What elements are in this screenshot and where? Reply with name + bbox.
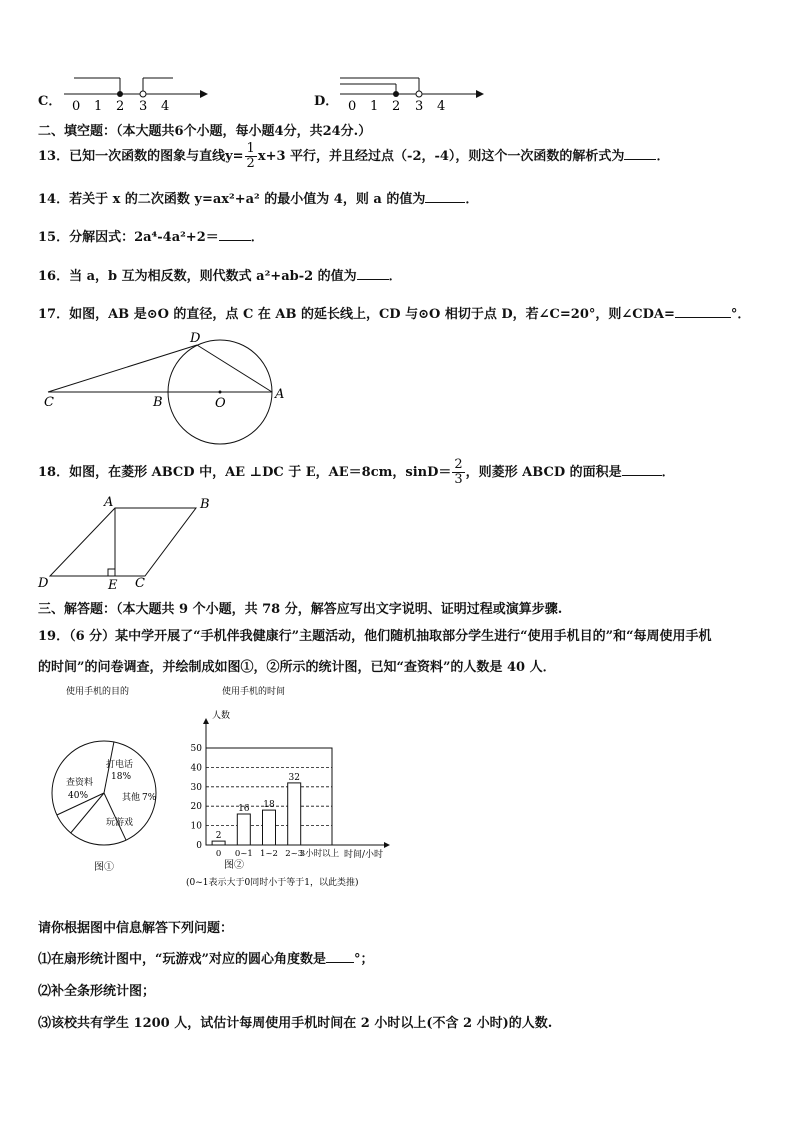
figure-18-rhombus (34, 494, 224, 594)
subquestion-1-blank[interactable] (326, 950, 354, 963)
subquestion-1 (38, 948, 373, 967)
pie-percent-打电话: 18% (111, 772, 132, 782)
pie-label-查资料: 查资料 (66, 778, 94, 788)
bar-caption: 图② (224, 860, 244, 871)
tick-label: 4 (437, 99, 446, 114)
q13-end: ． (656, 149, 670, 164)
tangent-cd (48, 345, 197, 392)
question-14 (38, 188, 478, 207)
tick-label: 1 (94, 99, 103, 114)
pie-label-打电话: 打电话 (106, 760, 134, 770)
label-c: C (44, 395, 54, 410)
x-axis-arrow (384, 842, 390, 848)
bar-0~1 (237, 814, 250, 845)
bar-1~2 (263, 810, 276, 845)
q13-fraction (245, 142, 257, 171)
label-e: E (108, 578, 118, 593)
q16-answer-blank[interactable] (357, 267, 389, 280)
x-tick-0~1: 0~1 (234, 849, 253, 859)
q13-answer-blank[interactable] (624, 147, 656, 160)
q15-answer-blank[interactable] (219, 228, 251, 241)
q16-text: 16．当 a，b 互为相反数，则代数式 a²+ab-2 的值为 (38, 269, 357, 284)
pie-label-其他: 其他 (122, 793, 141, 803)
q16-end: ． (388, 269, 402, 284)
pie-title: 使用手机的目的 (66, 687, 130, 697)
bar-value-label-2~3: 32 (288, 772, 300, 783)
q13-text-pre: 13．已知一次函数的图象与直线y= (38, 149, 244, 164)
tick-label: 3 (415, 99, 424, 114)
option-c-ticks (72, 99, 169, 114)
tick-label: 0 (72, 99, 81, 114)
bar-0 (212, 841, 225, 845)
subquestion-1-text: ⑴在扇形统计图中，“玩游戏”对应的圆心角度数是 (38, 952, 326, 967)
center-dot (219, 391, 222, 394)
chord-da (197, 345, 272, 392)
y-tick-40: 40 (190, 763, 202, 774)
bar-2~3 (288, 783, 301, 845)
q17-text: 17．如图，AB 是⊙O 的直径，点 C 在 AB 的延长线上，CD 与⊙O 相切于点 D，若∠C=20°，则∠CDA= (38, 307, 675, 322)
bar-value-label-0~1: 16 (238, 804, 250, 814)
y-tick-50: 50 (190, 744, 202, 754)
q18-text-post: ，则菱形 ABCD 的面积是 (465, 465, 622, 480)
q17-end: °． (730, 307, 751, 322)
tick-label: 1 (370, 99, 379, 114)
pie-chart-figure-1 (46, 682, 176, 877)
q17-answer-blank[interactable] (675, 305, 731, 318)
bar-value-label-0: 2 (215, 831, 222, 842)
x-tick-3小时以上: 3小时以上 (299, 849, 340, 859)
x-tick-1~2: 1~2 (260, 849, 278, 859)
label-d: D (190, 331, 201, 346)
subquestion-3: ⑶该校共有学生 1200 人，试估计每周使用手机时间在 2 小时以上(不含 2 小时)的人数. (38, 1016, 553, 1031)
q14-answer-blank[interactable] (425, 190, 465, 203)
label-b: B (153, 395, 163, 410)
option-d-number-line (336, 76, 486, 114)
label-b: B (200, 497, 210, 512)
label-o: O (215, 396, 226, 411)
q13-frac-den: 2 (246, 156, 255, 171)
bar-note: (0~1表示大于0同时小于等于1，以此类推) (186, 878, 359, 888)
q18-answer-blank[interactable] (622, 463, 662, 476)
option-d-label: D． (314, 94, 339, 109)
rhombus-abcd (50, 508, 196, 576)
q14-end: ． (465, 192, 479, 207)
question-19-line-1: 19．（6 分）某中学开展了“手机伴我健康行”主题活动，他们随机抽取部分学生进行“使用手机目的”和“每周使用手机 (38, 629, 712, 644)
section-3-title: 三、解答题：（本大题共 9 个小题，共 78 分，解答应写出文字说明、证明过程或演算步骤. (38, 602, 563, 617)
q18-frac-num: 2 (454, 457, 463, 472)
y-tick-30: 30 (190, 782, 202, 793)
tick-label: 2 (392, 99, 401, 114)
questions-intro: 请你根据图中信息解答下列问题： (38, 921, 234, 936)
subquestion-1-end: °； (353, 952, 374, 967)
x-axis-label: 时间/小时 (344, 850, 384, 860)
section-2-title: 二、填空题：（本大题共6个小题，每小题4分，共24分.） (38, 124, 372, 139)
pie-percent-其他: 7% (142, 793, 157, 803)
tick-label: 0 (348, 99, 357, 114)
question-18 (38, 458, 675, 487)
option-c-number-line (60, 76, 210, 114)
x-tick-labels (216, 848, 340, 859)
q18-frac-den: 3 (454, 472, 463, 487)
q15-end: ． (250, 230, 264, 245)
y-tick-labels (191, 744, 203, 851)
subquestion-2: ⑵补全条形统计图； (38, 984, 156, 999)
q13-text-post: x+3 平行，并且经过点（-2，-4），则这个一次函数的解析式为 (257, 149, 625, 164)
y-tick-20: 20 (190, 802, 202, 813)
option-c-label: C． (38, 94, 62, 109)
question-13 (38, 142, 669, 171)
label-a: A (104, 495, 114, 510)
tick-label: 4 (161, 99, 170, 114)
q18-text-pre: 18．如图，在菱形 ABCD 中，AE ⊥DC 于 E，AE＝8cm，sinD＝ (38, 465, 452, 480)
q15-text: 15．分解因式：2a⁴-4a²+2＝ (38, 230, 219, 245)
bars (212, 773, 301, 845)
bar-title: 使用手机的时间 (222, 687, 286, 697)
y-axis-arrow (203, 718, 209, 724)
q14-text: 14．若关于 x 的二次函数 y=ax²+a² 的最小值为 4，则 a 的值为 (38, 192, 426, 207)
x-tick-2~3: 2~3 (285, 849, 304, 859)
question-16 (38, 265, 402, 284)
y-tick-10: 10 (190, 821, 202, 832)
question-17 (38, 303, 750, 322)
q13-frac-num: 1 (246, 141, 255, 156)
pie-percent-查资料: 40% (68, 791, 89, 801)
option-d-ticks (348, 99, 445, 114)
right-angle-mark (108, 569, 115, 576)
q18-end: ． (661, 465, 675, 480)
label-a: A (275, 387, 285, 402)
tick-label: 2 (116, 99, 125, 114)
label-d: D (38, 576, 49, 591)
bar-chart-figure-2 (186, 682, 406, 892)
question-15 (38, 226, 264, 245)
question-19-line-2: 的时间”的问卷调查，并绘制成如图①，②所示的统计图，已知“查资料”的人数是 40 人． (38, 660, 556, 675)
label-c: C (135, 576, 145, 591)
y-tick-0: 0 (196, 841, 202, 851)
q18-fraction (452, 458, 464, 487)
pie-label-玩游戏: 玩游戏 (106, 818, 134, 828)
y-axis-label: 人数 (212, 711, 231, 721)
figure-17-circle-tangent (40, 330, 300, 445)
pie-caption: 图① (94, 862, 114, 873)
bar-value-label-1~2: 18 (263, 800, 275, 811)
x-tick-0: 0 (215, 849, 222, 859)
tick-label: 3 (139, 99, 148, 114)
